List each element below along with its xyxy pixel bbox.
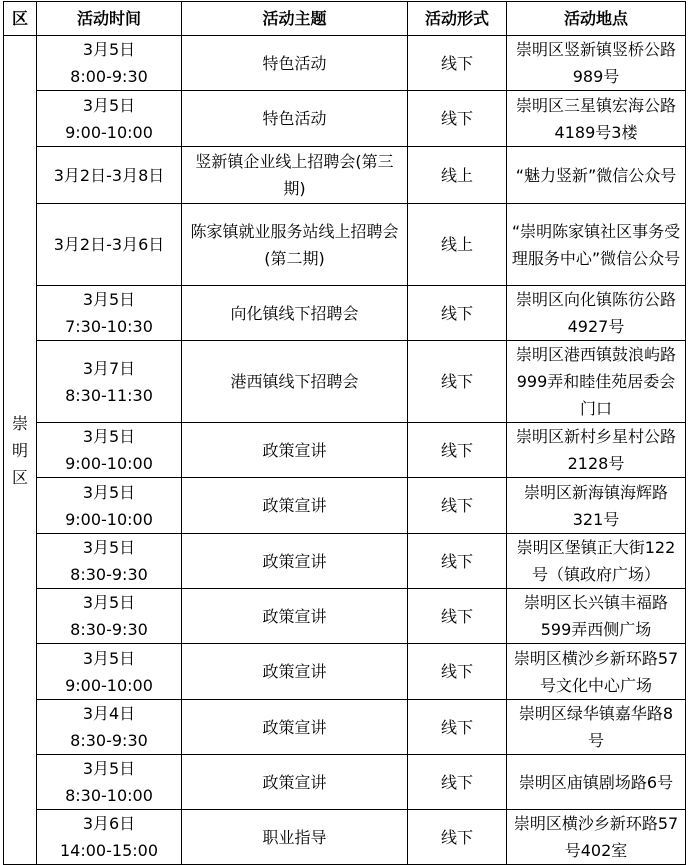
topic-cell: 向化镇线下招聘会: [182, 286, 408, 341]
time-cell: [37, 644, 182, 700]
table-row: [4, 423, 686, 478]
table-row: [4, 91, 686, 147]
time-cell: [37, 478, 182, 534]
time-cell: [37, 589, 182, 644]
time-cell: [37, 91, 182, 147]
date-text: 3月5日: [82, 40, 136, 59]
time-cell: [37, 36, 182, 91]
date-text: 3月7日: [82, 358, 136, 378]
date-text: 3月2日-3月8日: [53, 165, 165, 185]
date-text: 3月5日: [82, 95, 136, 115]
location-cell: 崇明区横沙乡新环路57号文化中心广场: [507, 644, 686, 700]
table-body: [4, 36, 686, 865]
form-cell: 线下: [408, 644, 507, 700]
time-text: 8:00-9:30: [70, 67, 148, 86]
time-cell: [37, 204, 182, 286]
topic-cell: 陈家镇就业服务站线上招聘会 (第二期): [182, 204, 408, 286]
location-cell: 崇明区三星镇宏海公路4189号3楼: [507, 91, 686, 147]
form-cell: 线上: [408, 204, 507, 286]
table-row: [4, 147, 686, 204]
form-cell: 线下: [408, 589, 507, 644]
topic-cell: 政策宣讲: [182, 755, 408, 810]
activity-table: [3, 1, 686, 865]
time-text: 7:30-10:30: [65, 317, 153, 336]
time-cell: [37, 341, 182, 423]
time-text: 9:00-10:00: [65, 675, 153, 695]
form-cell: 线下: [408, 478, 507, 534]
location-cell: 崇明区港西镇鼓浪屿路999弄和睦佳苑居委会门口: [507, 341, 686, 423]
location-cell: 崇明区堡镇正大街122号（镇政府广场）: [507, 534, 686, 589]
table-row: [4, 644, 686, 700]
location-cell: 崇明区新海镇海辉路321号: [507, 478, 686, 534]
form-cell: 线下: [408, 700, 507, 755]
form-cell: 线下: [408, 286, 507, 341]
date-text: 3月5日: [82, 593, 136, 612]
table-row: [4, 810, 686, 865]
time-text: 8:30-11:30: [65, 385, 153, 405]
time-text: 8:30-9:30: [70, 731, 148, 750]
table-row: [4, 534, 686, 589]
time-cell: [37, 810, 182, 865]
date-text: 3月5日: [82, 290, 136, 309]
time-cell: [37, 423, 182, 478]
time-cell: [37, 147, 182, 204]
date-text: 3月6日: [82, 814, 136, 833]
form-cell: 线下: [408, 36, 507, 91]
location-cell: 崇明区横沙乡新环路57号402室: [507, 810, 686, 865]
form-cell: 线下: [408, 810, 507, 865]
topic-cell: 港西镇线下招聘会: [182, 341, 408, 423]
time-cell: [37, 286, 182, 341]
table-row: [4, 589, 686, 644]
date-text: 3月5日: [82, 427, 136, 446]
topic-cell: 特色活动: [182, 36, 408, 91]
table-row: [4, 478, 686, 534]
location-cell: 崇明区新村乡星村公路2128号: [507, 423, 686, 478]
date-text: 3月5日: [82, 648, 136, 668]
date-text: 3月5日: [82, 538, 136, 557]
table-header-row: [4, 2, 686, 36]
time-text: 14:00-15:00: [60, 841, 158, 860]
location-cell: “魅力竖新”微信公众号: [507, 147, 686, 204]
time-text: 8:30-9:30: [70, 565, 148, 584]
form-cell: 线下: [408, 534, 507, 589]
form-cell: 线下: [408, 341, 507, 423]
district-cell: [4, 36, 37, 865]
time-cell: [37, 755, 182, 810]
form-cell: 线下: [408, 423, 507, 478]
topic-cell: 职业指导: [182, 810, 408, 865]
topic-cell: 政策宣讲: [182, 644, 408, 700]
date-text: 3月5日: [82, 759, 136, 778]
table-row: [4, 700, 686, 755]
time-text: 9:00-10:00: [65, 509, 153, 529]
table-row: [4, 755, 686, 810]
header-form: 活动形式: [408, 2, 507, 36]
header-topic: 活动主题: [182, 2, 408, 36]
location-cell: 崇明区庙镇剧场路6号: [507, 755, 686, 810]
topic-cell: 政策宣讲: [182, 589, 408, 644]
date-text: 3月5日: [82, 482, 136, 502]
time-text: 9:00-10:00: [65, 454, 153, 473]
time-text: 9:00-10:00: [65, 122, 153, 142]
header-time: 活动时间: [37, 2, 182, 36]
time-text: 8:30-9:30: [70, 620, 148, 639]
topic-cell: 特色活动: [182, 91, 408, 147]
topic-cell: 政策宣讲: [182, 423, 408, 478]
location-cell: 崇明区绿华镇嘉华路8号: [507, 700, 686, 755]
form-cell: 线下: [408, 755, 507, 810]
district-name: 崇明区: [11, 413, 28, 487]
table-row: [4, 204, 686, 286]
topic-cell: 政策宣讲: [182, 534, 408, 589]
form-cell: 线上: [408, 147, 507, 204]
location-cell: “崇明陈家镇社区事务受理服务中心”微信公众号: [507, 204, 686, 286]
topic-cell: 竖新镇企业线上招聘会(第三期): [182, 147, 408, 204]
location-cell: 崇明区竖新镇竖桥公路989号: [507, 36, 686, 91]
time-cell: [37, 700, 182, 755]
table-row: [4, 286, 686, 341]
time-cell: [37, 534, 182, 589]
form-cell: 线下: [408, 91, 507, 147]
table-row: [4, 341, 686, 423]
table-row: [4, 36, 686, 91]
topic-cell: 政策宣讲: [182, 478, 408, 534]
header-district: 区: [4, 2, 37, 36]
header-location: 活动地点: [507, 2, 686, 36]
topic-cell: 政策宣讲: [182, 700, 408, 755]
location-cell: 崇明区向化镇陈彷公路4927号: [507, 286, 686, 341]
location-cell: 崇明区长兴镇丰福路599弄西侧广场: [507, 589, 686, 644]
time-text: 8:30-10:00: [65, 786, 153, 805]
date-text: 3月2日-3月6日: [53, 235, 165, 254]
date-text: 3月4日: [82, 704, 136, 723]
